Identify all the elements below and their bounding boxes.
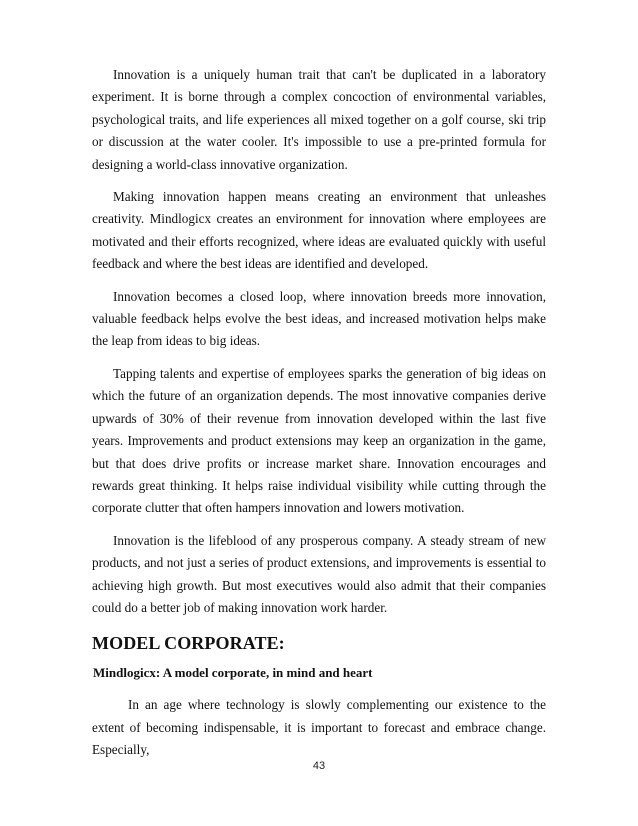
paragraph-innovation-human-trait: Innovation is a uniquely human trait that can't be duplicated in a laboratory experiment. It is borne through a complex concoction of environmental variables, psychological traits, and life experiences all mixed together on a golf course, ski trip or discussion at the water cooler. It's impossible to use a pre-printed formula for designing a world-class innovative organization.	[92, 67, 546, 172]
subheading: Mindlogicx: A model corporate, in mind and heart	[93, 665, 373, 681]
paragraph-closed-loop: Innovation becomes a closed loop, where innovation breeds more innovation, valuable feedback helps evolve the best ideas, and increased motivation helps make the leap from ideas to big ideas.	[92, 288, 546, 349]
section-heading: MODEL CORPORATE:	[92, 633, 285, 654]
paragraph-technology-age: In an age where technology is slowly complementing our existence to the extent of becoming indispensable, it is important to forecast and embrace change. Especially,	[92, 697, 546, 758]
page-content	[92, 64, 546, 772]
page-number: 43	[312, 760, 326, 772]
paragraph-making-innovation-happen: Making innovation happen means creating an environment that unleashes creativity. Mindlogicx creates an environment for innovation where employees are motivated and their efforts recognized, where ideas are evaluated quickly with useful feedback and where the best ideas are identified and developed.	[92, 189, 546, 272]
paragraph-lifeblood: Innovation is the lifeblood of any prosperous company. A steady stream of new products, and not just a series of product extensions, and improvements is essential to achieving high growth. But most executives would also admit that their companies could do a better job of making innovation work harder.	[92, 532, 546, 615]
paragraph-tapping-talents: Tapping talents and expertise of employees sparks the generation of big ideas on which the future of an organization depends. The most innovative companies derive upwards of 30% of their revenue from innovation developed within the last five years. Improvements and product extensions may keep an organization in the game, but that does drive profits or increase market share. Innovation encourages and rewards great thinking. It helps raise individual visibility while cutting through the corporate clutter that often hampers innovation and lowers motivation.	[92, 365, 546, 516]
